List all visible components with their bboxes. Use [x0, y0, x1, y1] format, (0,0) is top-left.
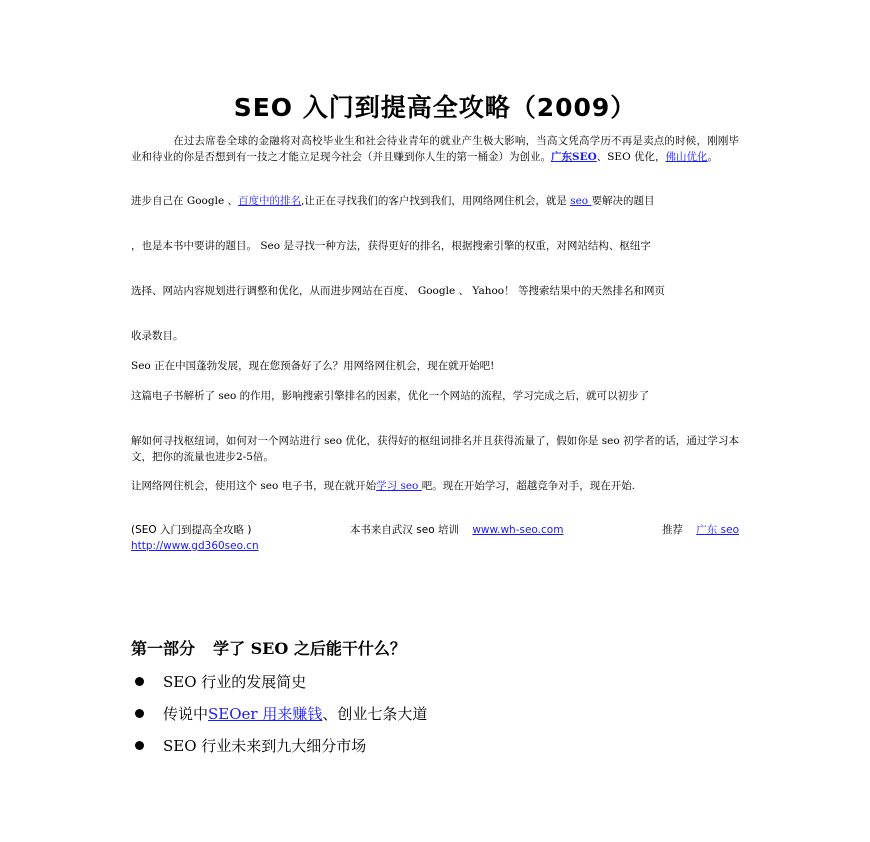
section-part: 第一部分	[131, 639, 196, 658]
document-title: SEO 入门到提高全攻略（2009）	[233, 93, 637, 122]
bullet-icon	[135, 741, 144, 750]
seo-link[interactable]: seo	[570, 195, 592, 207]
ebook-paragraph: 这篇电子书解析了 seo 的作用，影响搜索引擎排名的因素，优化一个网站的流程，学习完成之后，就可以初步了	[131, 390, 650, 402]
book-name: (SEO 入门到提高全攻略 )	[131, 524, 252, 536]
bullet-icon	[135, 677, 144, 686]
guangdong-seo-recommend-link[interactable]: 广东 seo	[696, 524, 739, 536]
list-item: SEO 行业未来到九大细分市场	[131, 729, 427, 761]
list-item: 传说中 SEOer 用来赚钱 、创业七条大道	[131, 697, 427, 729]
section-heading	[131, 636, 406, 659]
bullet-icon	[135, 709, 144, 718]
method-paragraph: ，也是本书中要讲的题目。 Seo 是寻找一种方法，获得更好的排名，根据搜索引擎的权重，对网站结构、枢纽字	[131, 240, 651, 252]
wh-seo-link[interactable]: www.wh-seo.com	[472, 524, 564, 536]
keyword-paragraph: 解如何寻找枢纽词，如何对一个网站进行 seo 优化，获得好的枢纽词排名并且获得流量了，假如你是 seo 初学者的话，通过学习本文，把你的流量也进步2-5倍。	[131, 435, 739, 463]
intro-paragraph: 在过去席卷全球的金融将对高校毕业生和社会待业青年的就业产生极大影响，当高文凭高学历不再是卖点的时候，刚刚毕业和待业的你是否想到有一技之才能立足现今社会（并且赚到你人生的第一桶金）为创业。广东SEO、SEO 优化，佛山优化。	[131, 135, 739, 163]
book-source-line: (SEO 入门到提高全攻略 ) 本书来自武汉 seo 培训 www.wh-seo.com 推荐 广东 seo http://www.gd360seo.cn	[131, 524, 739, 552]
optimization-paragraph: 选择、网站内容规划进行调整和优化，从而进步网站在百度、 Google 、 Yahoo！ 等搜索结果中的天然排名和网页	[131, 285, 665, 297]
learn-seo-link[interactable]: 学习 seo	[376, 480, 422, 492]
section-title: 学了 SEO 之后能干什么？	[213, 639, 406, 658]
ranking-paragraph: 进步自己在 Google 、百度中的排名,让正在寻找我们的客户找到我们，用网络网住机会，就是 seo 要解决的题目	[131, 195, 655, 207]
development-paragraph: Seo 正在中国蓬勃发展，现在您预备好了么？用网络网住机会，现在就开始吧!	[131, 360, 495, 372]
seoer-money-link[interactable]: SEOer 用来赚钱	[208, 704, 323, 723]
gd360seo-link[interactable]: http://www.gd360seo.cn	[131, 540, 259, 552]
list-item: SEO 行业的发展简史	[131, 665, 427, 697]
section-bullet-list	[131, 665, 427, 761]
baidu-ranking-link[interactable]: 百度中的排名	[238, 195, 301, 207]
index-count-paragraph: 收录数目。	[131, 330, 184, 342]
foshan-optimization-link[interactable]: 佛山优化	[665, 151, 708, 163]
start-learning-paragraph: 让网络网住机会，使用这个 seo 电子书，现在就开始学习 seo 吧。现在开始学习，超越竞争对手，现在开始.	[131, 480, 636, 492]
guangdong-seo-link[interactable]: 广东SEO	[551, 151, 597, 163]
